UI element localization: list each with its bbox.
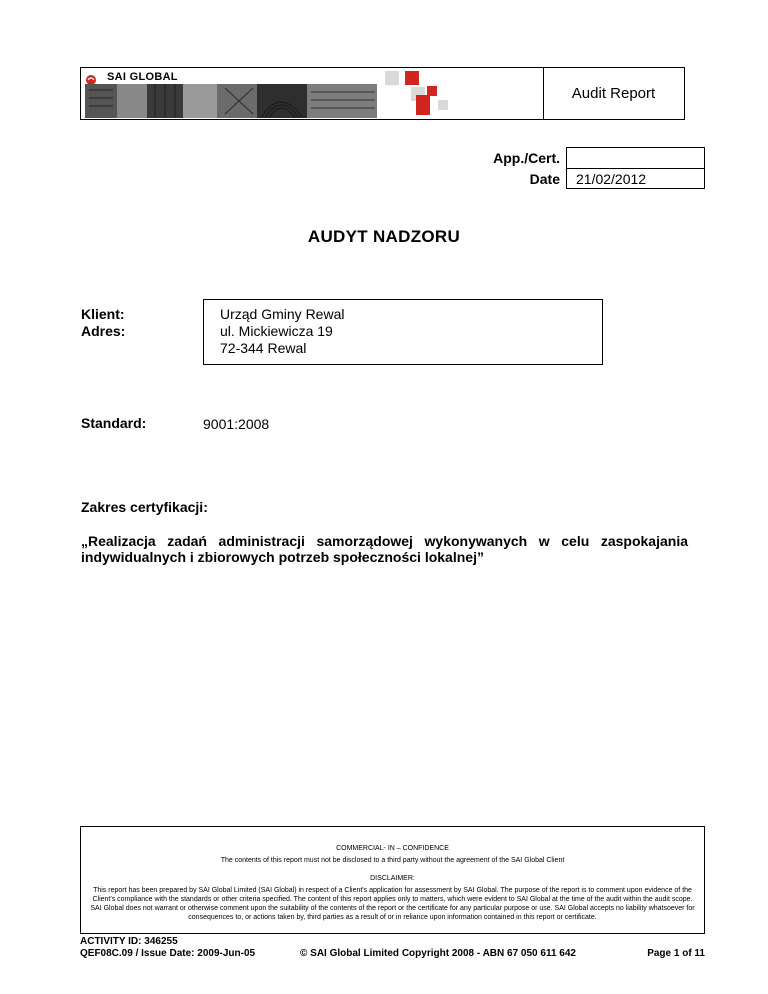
disclaimer-text: This report has been prepared by SAI Global Limited (SAI Global) in respect of a Client's application for assessment by SAI Global. The purpose of the report is to comment upon evidence of the Client's compliance with the standards or other criteria specified. The content of this report applies only to matters, which were evident to SAI Global at the time of the audit within the audit scope. SAI Global does not warrant or otherwise comment upon the suitability of the contents of the report or the certificate for any particular purpose or use. SAI Global accepts no liability whatsoever for consequences to, or actions taken by, third parties as a result of or in reliance upon information contained in this report or certificate.	[90, 887, 695, 921]
report-header	[80, 67, 685, 120]
scope-label: Zakres certyfikacji:	[81, 499, 208, 515]
disclaimer-heading: DISCLAIMER:	[370, 875, 415, 882]
copyright: © SAI Global Limited Copyright 2008 - ABN 67 050 611 642	[300, 948, 576, 959]
client-city: 72-344 Rewal	[220, 340, 307, 356]
date-field: 21/02/2012	[566, 168, 705, 189]
scope-text: „Realizacja zadań administracji samorządowej wykonywanych w celu zaspokajania indywidualnych i zbiorowych potrzeb społeczności lokalnej”	[81, 533, 688, 565]
standard-value: 9001:2008	[203, 416, 270, 432]
client-street: ul. Mickiewicza 19	[220, 323, 333, 339]
decorative-square-grey	[385, 71, 399, 85]
client-name: Urząd Gminy Rewal	[220, 306, 345, 322]
confidential-notice: COMMERCIAL- IN – CONFIDENCE	[336, 845, 449, 852]
report-title: Audit Report	[571, 85, 656, 102]
page-title: AUDYT NADZORU	[307, 227, 461, 246]
client-label: Klient:	[81, 306, 125, 322]
app-cert-field	[566, 147, 705, 169]
page-number: Page 1 of 11	[647, 948, 705, 959]
standard-label: Standard:	[81, 415, 147, 431]
app-cert-label: App./Cert.	[493, 150, 560, 166]
disclaimer-box	[80, 826, 705, 934]
decorative-square-red	[405, 71, 419, 85]
address-label: Adres:	[81, 323, 126, 339]
issue-info: QEF08C.09 / Issue Date: 2009-Jun-05	[80, 948, 256, 959]
activity-id: ACTIVITY ID: 346255	[80, 936, 178, 947]
client-info-box	[203, 299, 603, 365]
date-label: Date	[529, 171, 560, 187]
logo-banner	[81, 68, 544, 119]
decorative-square-red	[416, 95, 430, 115]
logo-text: SAI GLOBAL	[107, 71, 178, 83]
banner-photos	[85, 84, 377, 118]
disclosure-notice: The contents of this report must not be disclosed to a third party without the agreement of the SAI Global Client	[220, 857, 565, 864]
decorative-square-grey	[438, 100, 448, 110]
